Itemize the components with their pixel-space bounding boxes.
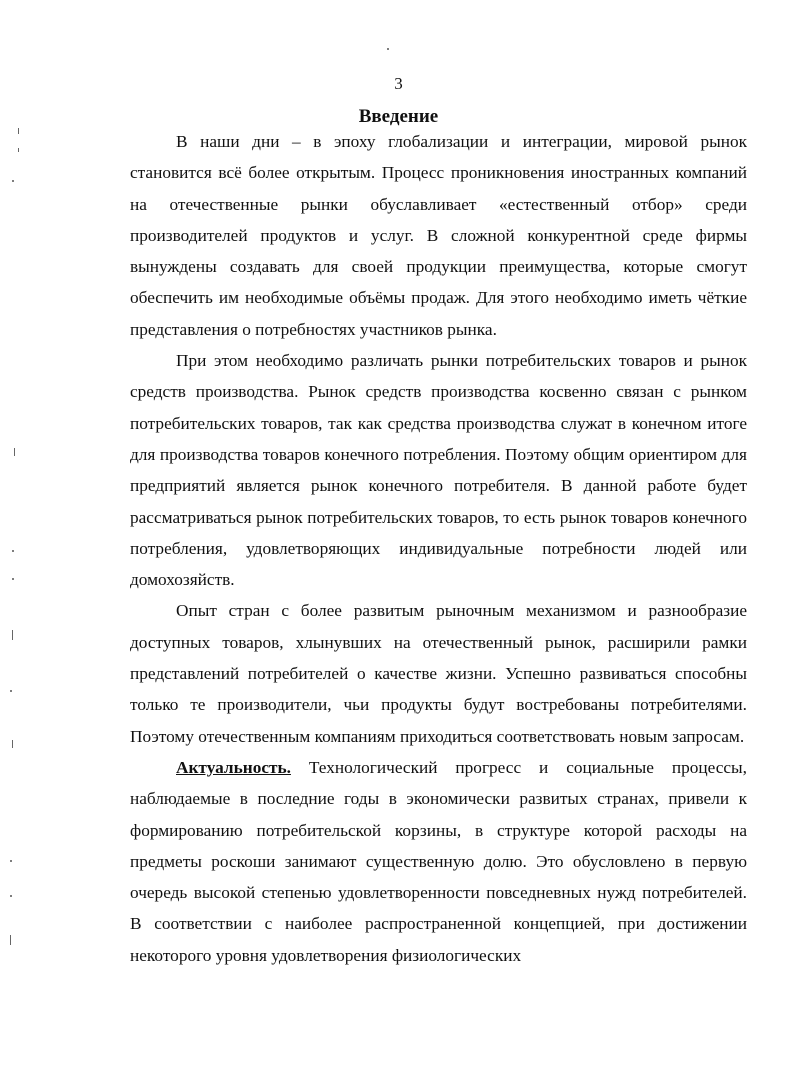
section-heading: Введение	[358, 106, 439, 127]
scan-mark	[14, 448, 15, 456]
scan-dot	[10, 690, 12, 692]
paragraph-intro: В наши дни – в эпоху глобализации и интеграции, мировой рынок становится всё более открытым. Процесс проникновения иностранных компаний на отечественные рынки обуславливает «естественный отбор» среди производителей продуктов и услуг. В сложной конкурентной среде фирмы вынуждены создавать для своей продукции преимущества, которые смогут обеспечить им необходимые объёмы продаж. Для этого необходимо иметь чёткие представления о потребностях участников рынка.	[130, 132, 747, 339]
scan-mark	[10, 935, 11, 945]
page-number: 3	[394, 74, 403, 93]
scan-mark	[12, 740, 13, 748]
scan-mark	[12, 630, 13, 640]
scan-mark	[18, 148, 19, 152]
scan-dot	[10, 860, 12, 862]
scan-dot	[387, 48, 389, 50]
paragraph-experience: Опыт стран с более развитым рыночным механизмом и разнообразие доступных товаров, хлынувших на отечественный рынок, расширили рамки представлений потребителей о качестве жизни. Успешно развиваться способны только те производители, чьи продукты будут востребованы потребителями. Поэтому отечественным компаниям приходиться соответствовать новым запросам.	[130, 601, 747, 746]
relevance-text: Технологический прогресс и социальные процессы, наблюдаемые в последние годы в экономически развитых странах, привели к формированию потребительской корзины, в структуре которой расходы на предметы роскоши занимают существенную долю. Это обусловлено в первую очередь высокой степенью удовлетворенности повседневных нужд потребителей. В соответствии с наиболее распространенной концепцией, при достижении некоторого уровня удовлетворения физиологических	[130, 757, 747, 965]
scan-dot	[12, 180, 14, 182]
scan-dot	[12, 550, 14, 552]
paragraph-relevance	[130, 752, 747, 971]
document-body	[130, 126, 747, 971]
scan-mark	[18, 128, 19, 134]
scan-dot	[10, 895, 12, 897]
paragraph-markets: При этом необходимо различать рынки потребительских товаров и рынок средств производства. Рынок средств производства косвенно связан с рынком потребительских товаров, так как средства производства служат в конечном итоге для производства товаров конечного потребления. Поэтому общим ориентиром для предприятий является рынок конечного потребителя. В данной работе будет рассматриваться рынок потребительских товаров, то есть рынок товаров конечного потребления, удовлетворяющих индивидуальные потребности людей или домохозяйств.	[130, 351, 747, 590]
relevance-lead: Актуальность.	[176, 757, 291, 777]
scan-dot	[12, 578, 14, 580]
